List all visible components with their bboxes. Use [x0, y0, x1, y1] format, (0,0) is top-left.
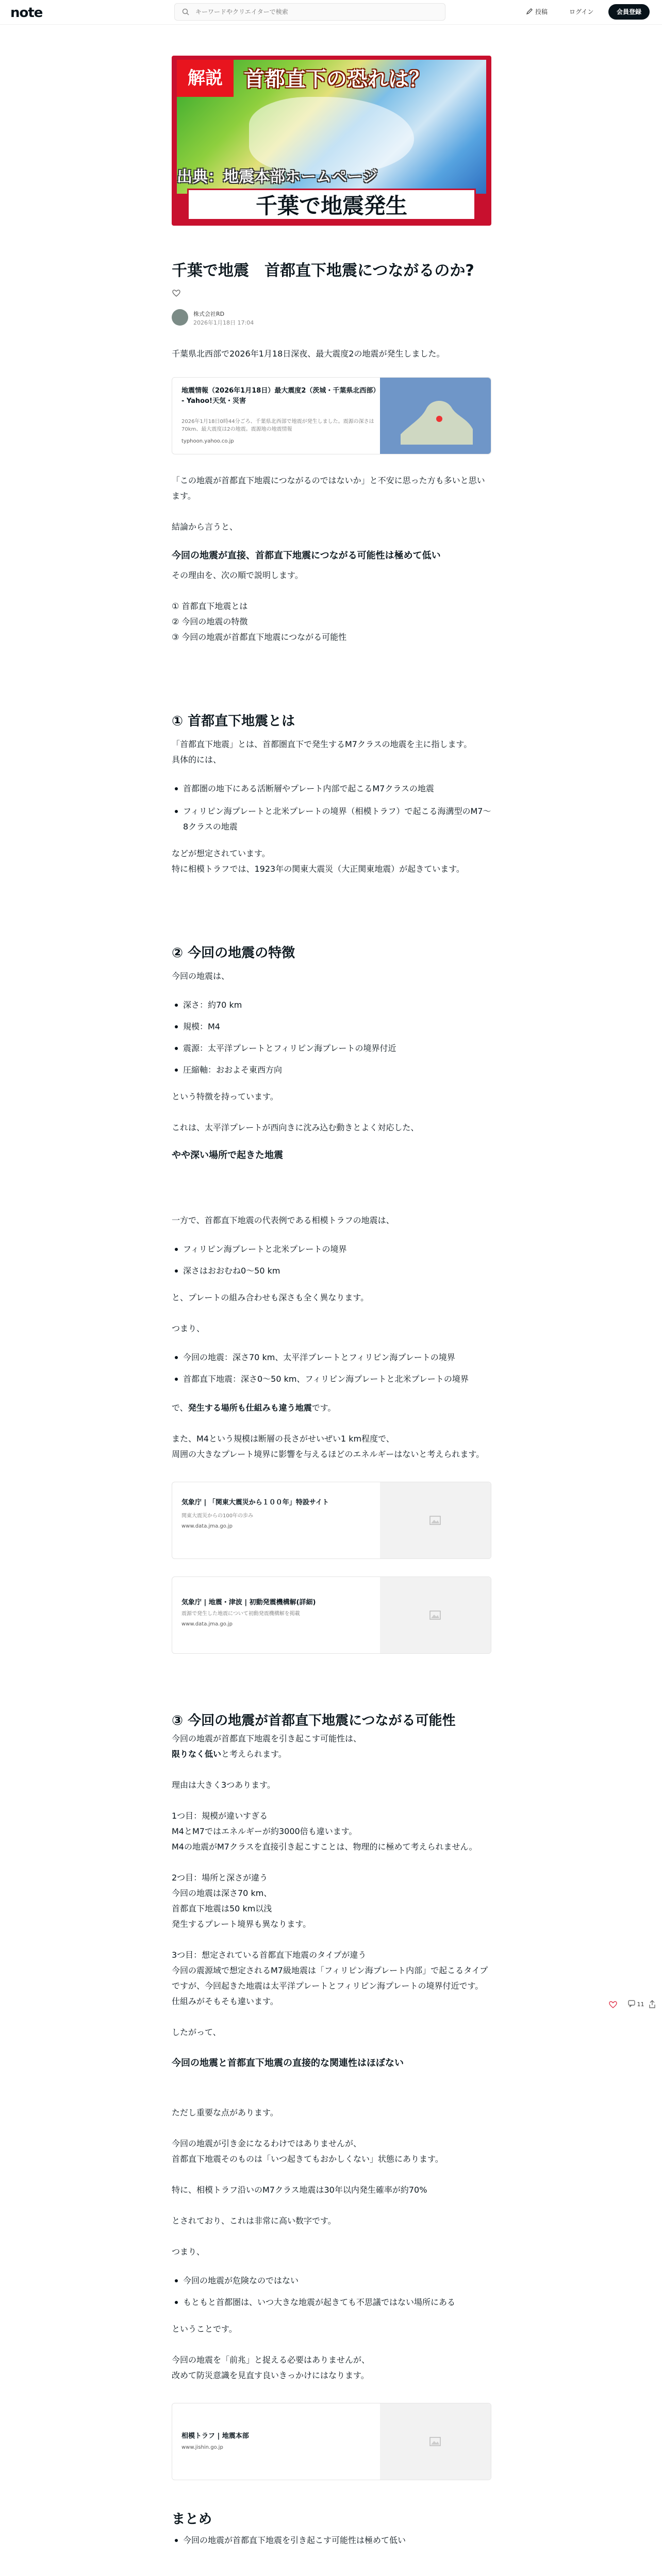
- author-block[interactable]: [172, 307, 491, 328]
- link-card-desc: 2026年1月18日0時44分ごろ、千葉県北西部で地震が発生しました。震源の深さは70km、最大震度は2の地震。震源地の地震情報: [181, 419, 374, 432]
- s3-paragraph: したがって、: [172, 2027, 221, 2037]
- map-thumbnail-icon: [390, 388, 481, 445]
- reason-1: M4の地震がM7クラスを直接引き起こすことは、物理的に極めて考えられません。: [172, 1842, 477, 1852]
- hero-image: [172, 56, 491, 226]
- post-button[interactable]: [526, 7, 548, 16]
- reason-1: 1つ目：規模が違いすぎる: [172, 1811, 268, 1821]
- reason-3: 仕組みがそもそも違います。: [172, 1996, 278, 2006]
- link-card-title: 相模トラフ | 地震本部: [181, 2432, 249, 2440]
- s3-paragraph: 改めて防災意識を見直す良いきっかけにはなります。: [172, 2370, 369, 2380]
- summary-list: [172, 2533, 491, 2548]
- s2-paragraph: これは、太平洋プレートが西向きに沈み込む動きとよく対応した、: [172, 1123, 419, 1132]
- toc-item: ① 首都直下地震とは: [172, 601, 248, 611]
- link-card-thumbnail: [380, 378, 491, 454]
- section-1-heading: ① 首都直下地震とは: [172, 714, 295, 729]
- reason-2: 首都直下地震は50 km以浅: [172, 1904, 272, 1913]
- s3-paragraph: 今回の地震が引き金になるわけではありませんが、: [172, 2139, 362, 2148]
- comment-icon: [628, 2000, 635, 2007]
- hero-badge: 解説: [177, 60, 234, 97]
- s2-paragraph: 周囲の大きなプレート境界に影響を与えるほどのエネルギーはないと考えられます。: [172, 1449, 485, 1459]
- list-item: 今回の地震が危険なのではない: [172, 2273, 491, 2289]
- hero-title: 首都直下の恐れは？: [244, 67, 429, 91]
- question-paragraph: 「この地震が首都直下地震につながるのではないか」と不安に思った方も多いと思います。: [172, 476, 485, 501]
- intro-paragraph: 千葉県北西部で2026年1月18日深夜、最大震度2の地震が発生しました。: [172, 349, 445, 359]
- hero-bar: 千葉で地震発生: [187, 189, 476, 221]
- link-card-url: www.data.jma.go.jp: [181, 1621, 233, 1627]
- link-card-yahoo[interactable]: [172, 377, 491, 454]
- s3-text: と考えられます。: [221, 1749, 287, 1759]
- s3-paragraph: つまり、: [172, 2247, 205, 2257]
- s3-bold-heading: 今回の地震と首都直下地震の直接的な関連性はほぼない: [172, 2058, 404, 2069]
- list-item: 首都圏の地下にある活断層やプレート内部で起こるM7クラスの地震: [172, 781, 491, 796]
- s2-paragraph: という特徴を持っています。: [172, 1092, 278, 1101]
- link-card-url: typhoon.yahoo.co.jp: [181, 438, 234, 444]
- s3-paragraph: 首都直下地震そのものは「いつ起きてもおかしくない」状態にあります。: [172, 2154, 443, 2164]
- list-item: もともと首都圏は、いつ大きな地震が起きても不思議ではない場所にある: [172, 2295, 491, 2310]
- link-card-thumbnail: [380, 2403, 491, 2480]
- login-link[interactable]: ログイン: [569, 8, 594, 15]
- s2-list-2: [172, 1242, 491, 1279]
- s2-paragraph: また、M4という規模は断層の長さがせいぜい1 km程度で、: [172, 1434, 394, 1444]
- side-like-button[interactable]: [608, 2000, 618, 2011]
- side-share[interactable]: [649, 2000, 656, 2010]
- avatar[interactable]: [172, 309, 188, 326]
- s1-paragraph: 特に相模トラフでは、1923年の関東大震災（大正関東地震）が起きています。: [172, 864, 465, 874]
- list-item: 規模：M4: [172, 1019, 491, 1035]
- s3-bold: 限りなく低い: [172, 1749, 222, 1759]
- author-name[interactable]: 株式会社RD: [193, 311, 225, 317]
- link-card-jishin[interactable]: [172, 2403, 491, 2480]
- s3-paragraph: 今回の地震を「前兆」と捉える必要はありませんが、: [172, 2355, 370, 2365]
- list-item: フィリピン海プレートと北米プレートの境界: [172, 1242, 491, 1257]
- toc-item: ② 今回の地震の特徴: [172, 617, 248, 626]
- s3-paragraph: ただし重要な点があります。: [172, 2108, 278, 2117]
- section-3-heading: ③ 今回の地震が首都直下地震につながる可能性: [172, 1713, 456, 1728]
- s3-paragraph: 今回の地震が首都直下地震を引き起こす可能性は、: [172, 1734, 362, 1743]
- reason-1: M4とM7ではエネルギーが約3000倍も違います。: [172, 1826, 357, 1836]
- link-card-title: 気象庁 | 地震・津波 | 初動発震機構解(詳細): [181, 1599, 316, 1606]
- reason-3: 3つ目：想定されている首都直下地震のタイプが違う: [172, 1950, 367, 1960]
- s2-conclusion-post: です。: [311, 1403, 336, 1413]
- s2-list-3: [172, 1350, 491, 1387]
- summary-heading: まとめ: [172, 2512, 212, 2527]
- reason-3: 今回の震源域で想定されるM7級地震は「フィリピン海プレート内部」で起こるタイプですが、今回起きた地震は太平洋プレートとフィリピン海プレートの境界付近です。: [172, 1965, 488, 1991]
- s1-list: [172, 781, 491, 835]
- search-input[interactable]: [195, 4, 438, 20]
- list-item: 深さ：約70 km: [172, 997, 491, 1013]
- s2-conclusion-bold: 発生する場所も仕組みも違う地震: [188, 1403, 312, 1413]
- image-placeholder-icon: [429, 2436, 441, 2447]
- link-card-jma-mechanism[interactable]: [172, 1577, 491, 1654]
- s2-paragraph: つまり、: [172, 1324, 205, 1333]
- section-2-heading: ② 今回の地震の特徴: [172, 945, 295, 961]
- s2-list: [172, 997, 491, 1078]
- publish-date: 2026年1月18日 17:04: [193, 319, 254, 326]
- list-item: 今回の地震：深さ70 km、太平洋プレートとフィリピン海プレートの境界: [172, 1350, 491, 1365]
- reason-2: 2つ目：場所と深さが違う: [172, 1873, 268, 1883]
- link-card-desc: 震源で発生した地震について初動発震機構解を掲載: [181, 1611, 300, 1617]
- s2-paragraph: 一方で、首都直下地震の代表例である相模トラフの地震は、: [172, 1215, 394, 1225]
- toc-item: ③ 今回の地震が首都直下地震につながる可能性: [172, 632, 347, 642]
- reason-2: 今回の地震は深さ70 km、: [172, 1888, 272, 1898]
- search-icon: [182, 8, 189, 15]
- image-placeholder-icon: [429, 1515, 441, 1526]
- s3-paragraph: ということです。: [172, 2324, 237, 2334]
- pen-icon: [526, 8, 533, 15]
- like-count: 11: [637, 2001, 644, 2008]
- hero-source: 出典：地震本部ホームページ: [177, 168, 378, 186]
- link-card-thumbnail: [380, 1482, 491, 1558]
- s2-paragraph: と、プレートの組み合わせも深さも全く異なります。: [172, 1293, 369, 1302]
- s2-conclusion: [172, 1400, 491, 1416]
- s1-paragraph: 「首都直下地震」とは、首都圏直下で発生するM7クラスの地震を主に指します。: [172, 739, 472, 749]
- link-card-desc: 関東大震災からの100年の歩み: [181, 1513, 254, 1519]
- search-box[interactable]: [174, 3, 445, 21]
- link-card-url: www.jishin.go.jp: [181, 2445, 223, 2450]
- s1-paragraph: 具体的には、: [172, 755, 222, 765]
- reason-lead: その理由を、次の順で説明します。: [172, 570, 303, 580]
- heart-icon[interactable]: [172, 289, 181, 298]
- list-item: 圧縮軸：おおよそ東西方向: [172, 1062, 491, 1078]
- list-item: 深さはおおむね0〜50 km: [172, 1263, 491, 1279]
- s3-paragraph: 特に、相模トラフ沿いのM7クラス地震は30年以内発生確率が約70%: [172, 2185, 427, 2195]
- link-card-thumbnail: [380, 1577, 491, 1653]
- s2-conclusion-pre: で、: [172, 1403, 188, 1413]
- list-item: フィリピン海プレートと北米プレートの境界（相模トラフ）で起こる海溝型のM7〜8クラスの地震: [172, 804, 491, 835]
- share-icon: [649, 2000, 656, 2008]
- note-logo[interactable]: note: [10, 5, 43, 21]
- article-title: 千葉で地震 首都直下地震につながるのか?: [172, 262, 474, 280]
- s2-paragraph: 今回の地震は、: [172, 971, 230, 981]
- link-card-title: 地震情報（2026年1月18日）最大震度2（茨城・千葉県北西部） - Yahoo!天気・災害: [181, 387, 380, 405]
- image-placeholder-icon: [429, 1609, 441, 1621]
- s3-paragraph: [172, 1747, 491, 1762]
- link-card-title: 気象庁 | 「関東大震災から１００年」特設サイト: [181, 1499, 329, 1506]
- s2-bold-heading: やや深い場所で起きた地震: [172, 1150, 283, 1161]
- s3-paragraph: とされており、これは非常に高い数字です。: [172, 2216, 336, 2226]
- s3-paragraph: 理由は大きく3つあります。: [172, 1780, 275, 1790]
- link-card-jma-100[interactable]: [172, 1482, 491, 1559]
- article-content: [172, 56, 491, 2548]
- list-item: 震源：太平洋プレートとフィリピン海プレートの境界付近: [172, 1041, 491, 1056]
- conclusion-heading: 今回の地震が直接、首都直下地震につながる可能性は極めて低い: [172, 550, 441, 561]
- side-comment[interactable]: [628, 2000, 644, 2008]
- s1-paragraph: などが想定されています。: [172, 849, 270, 858]
- conclusion-lead: 結論から言うと、: [172, 522, 238, 532]
- list-item: 今回の地震が首都直下地震を引き起こす可能性は極めて低い: [172, 2533, 491, 2548]
- site-header: [0, 0, 662, 25]
- link-card-url: www.data.jma.go.jp: [181, 1523, 233, 1529]
- signup-button[interactable]: 会員登録: [608, 4, 650, 20]
- post-label: 投稿: [535, 8, 548, 15]
- list-item: 首都直下地震：深さ0〜50 km、フィリピン海プレートと北米プレートの境界: [172, 1371, 491, 1387]
- heart-icon: [608, 2000, 618, 2009]
- s3-list: [172, 2273, 491, 2310]
- reason-2: 発生するプレート境界も異なります。: [172, 1919, 311, 1929]
